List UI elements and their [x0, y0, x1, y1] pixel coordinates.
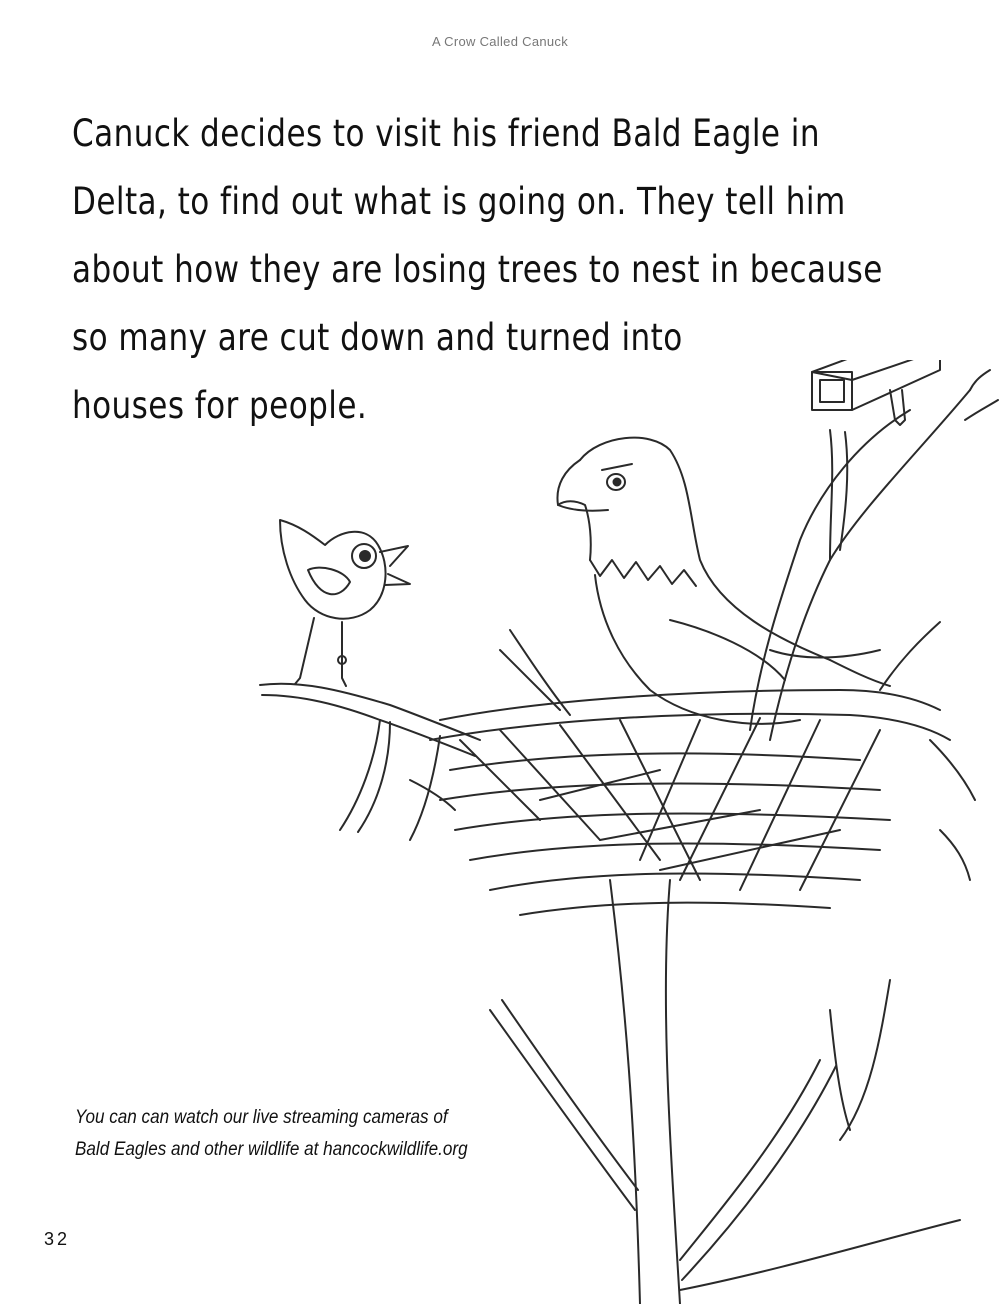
- nest-icon: [410, 622, 975, 915]
- security-camera-icon: [812, 360, 940, 425]
- story-line: about how they are losing trees to nest in because: [72, 248, 883, 291]
- running-header: A Crow Called Canuck: [431, 34, 569, 49]
- page-number: 32: [44, 1229, 71, 1249]
- story-line: Delta, to find out what is going on. They tell him: [72, 180, 846, 223]
- footnote: [75, 1102, 555, 1166]
- crow-icon: [280, 520, 410, 686]
- tree-branch-icon: [260, 684, 480, 840]
- footnote-line: You can can watch our live streaming cameras of: [75, 1107, 448, 1128]
- story-line: Canuck decides to visit his friend Bald Eagle in: [72, 112, 820, 155]
- bald-eagle-icon: [557, 438, 890, 724]
- story-line: houses for people.: [72, 384, 368, 427]
- tree-branch-icon: [490, 370, 998, 1304]
- story-line: so many are cut down and turned into: [72, 316, 683, 359]
- footnote-line: Bald Eagles and other wildlife at hancockwildlife.org: [75, 1139, 468, 1160]
